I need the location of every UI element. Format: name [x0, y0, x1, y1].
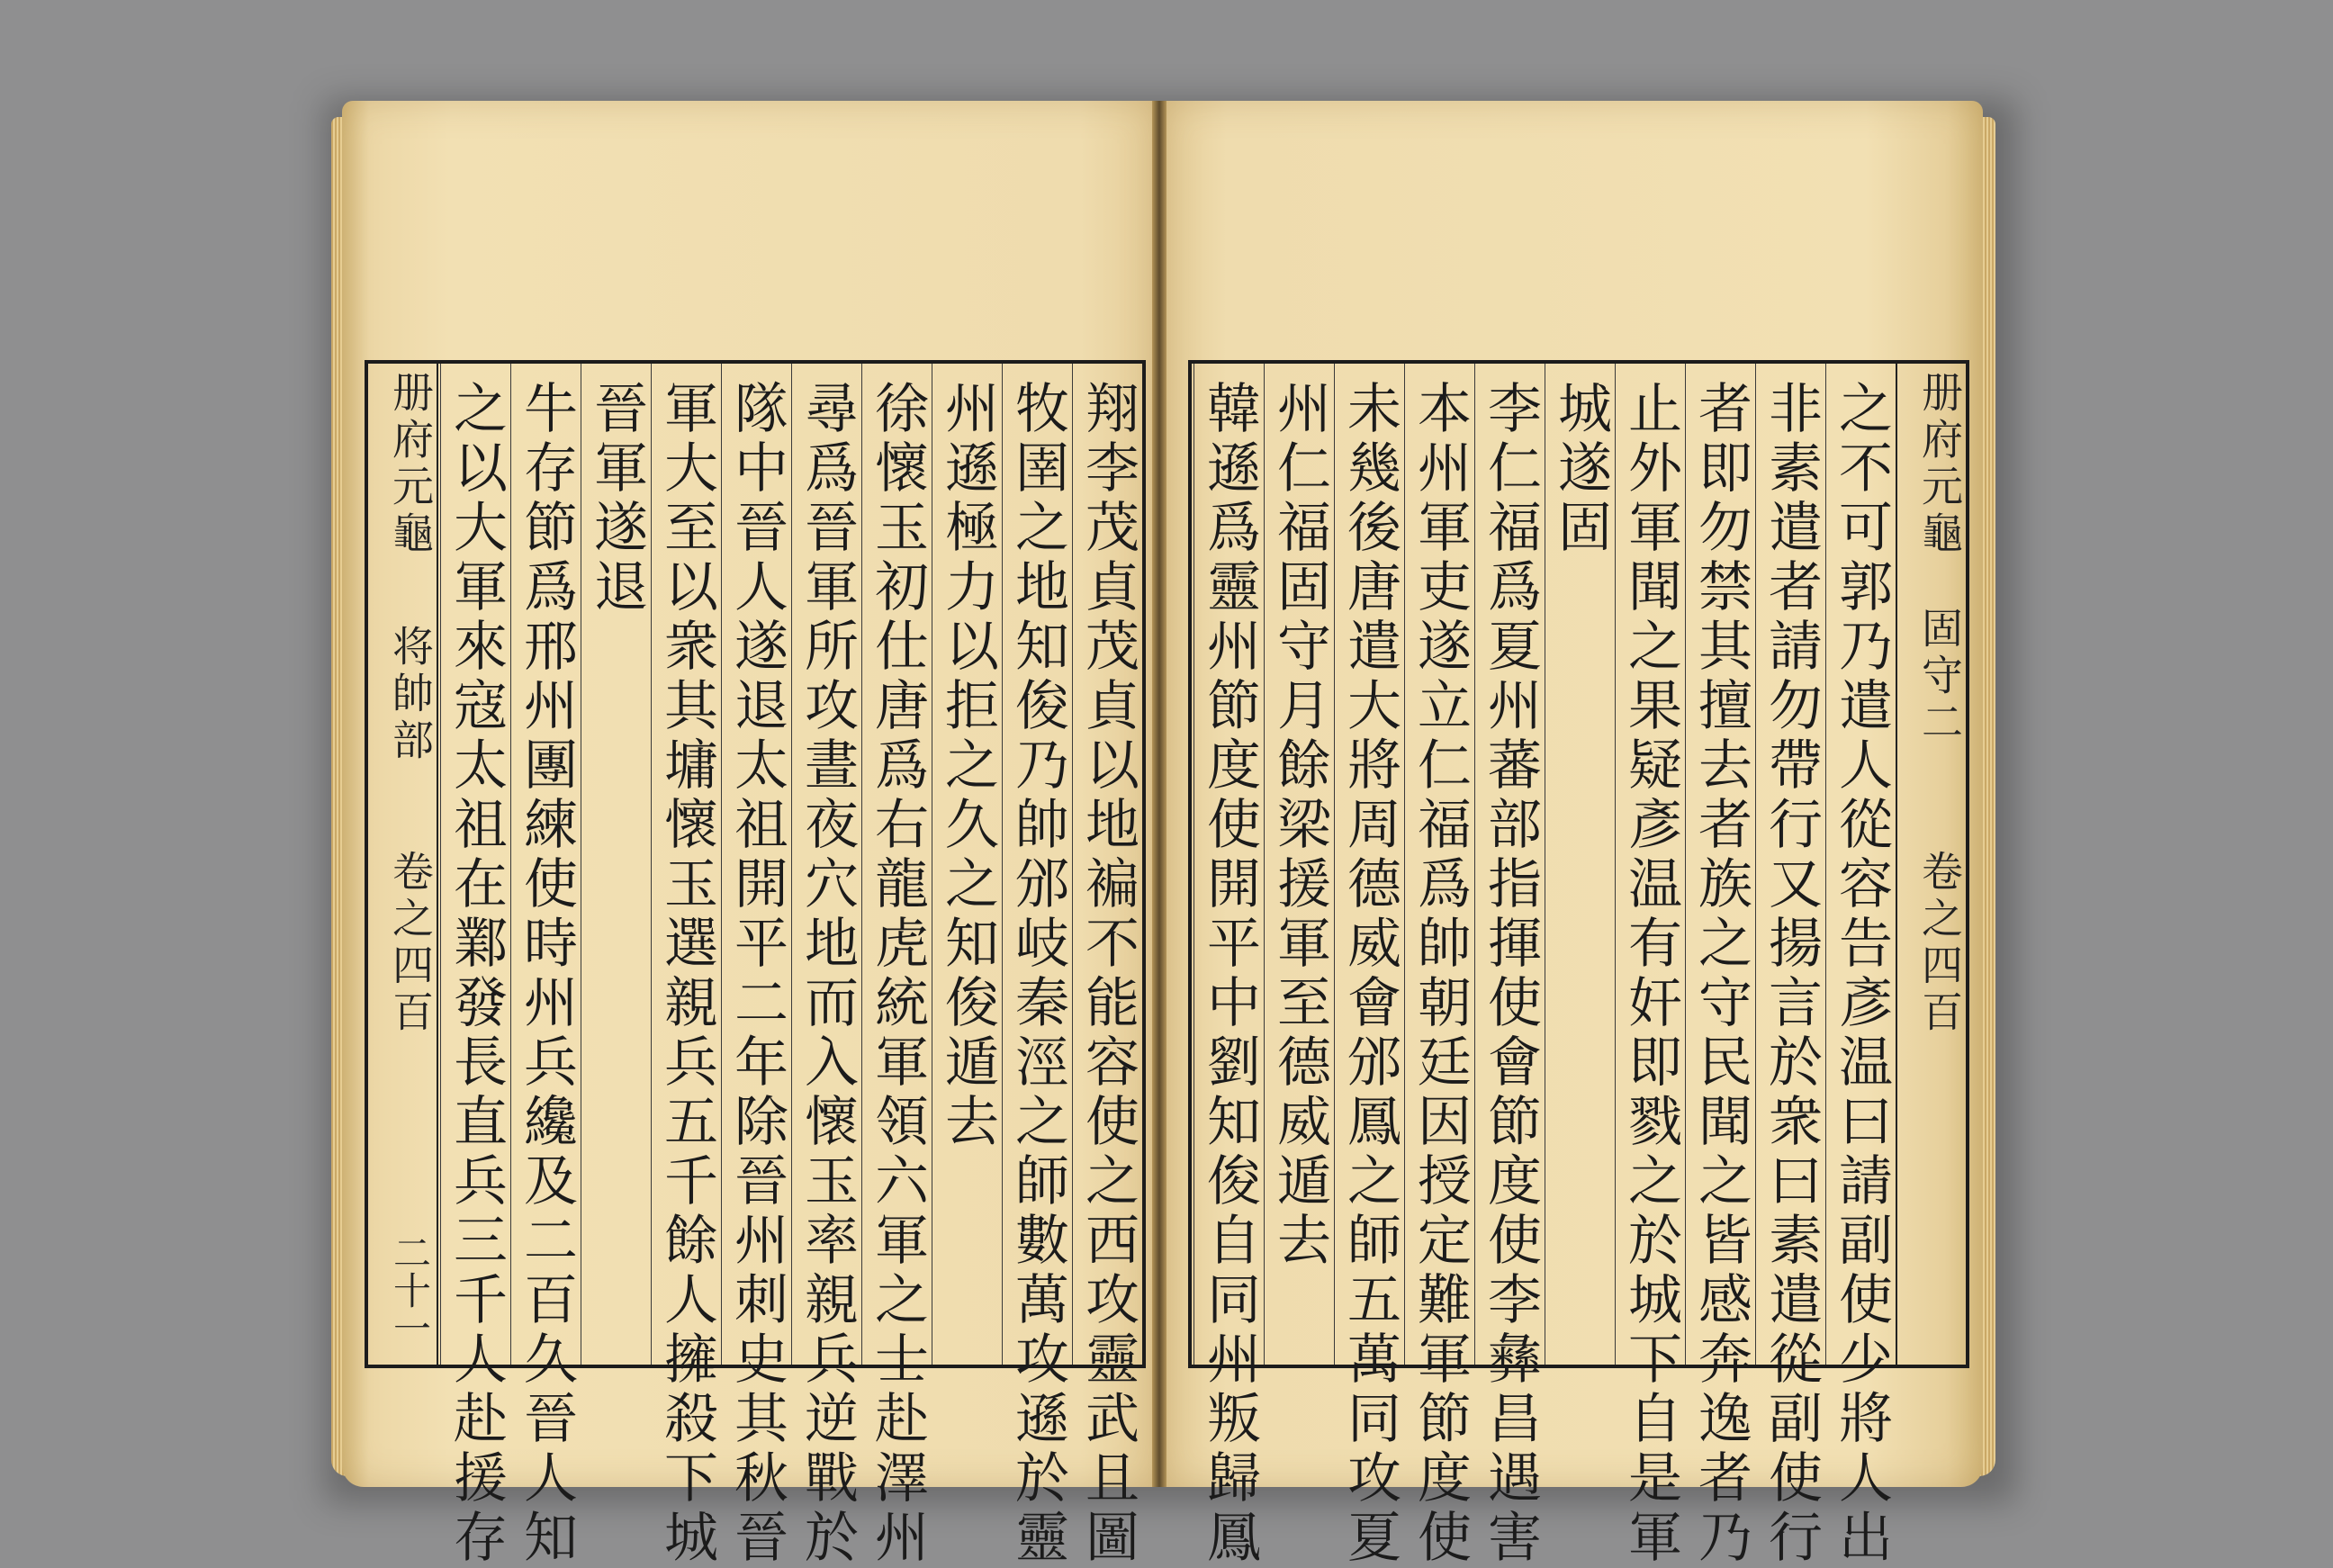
column-text: 非素遣者請勿帶行又揚言於衆曰素遣從副使行: [1760, 380, 1823, 1568]
left-margin-column: [368, 364, 438, 1365]
text-column: [581, 364, 651, 1365]
column-text: 城遂固: [1549, 380, 1612, 558]
column-text: 止外軍聞之果疑彥温有奸即戮之於城下自是軍: [1619, 380, 1682, 1568]
column-text: 之不可郭乃遣人從容告彥温曰請副使少將人出: [1830, 380, 1893, 1568]
column-text: 未幾後唐遣大將周德威會邠鳳之師五萬同攻夏: [1338, 380, 1401, 1568]
column-text: 徐懷玉初仕唐爲右龍虎統軍領六軍之士赴澤州: [866, 380, 929, 1568]
book-gutter: [1152, 101, 1166, 1487]
text-column: [1264, 364, 1334, 1365]
right-text-frame: [1188, 360, 1969, 1568]
right-margin-section: 固守二: [1915, 607, 1964, 747]
text-column: [791, 364, 861, 1568]
column-text: 軍大至以衆其墉懷玉選親兵五千餘人擁殺下城: [655, 380, 718, 1568]
text-column: [932, 364, 1002, 1365]
column-text: 尋爲晉軍所攻晝夜穴地而入懷玉率親兵逆戰於: [796, 380, 859, 1568]
column-text: 之以大軍來寇太祖在鄴發長直兵三千人赴援存: [445, 380, 508, 1568]
text-column: [1334, 364, 1404, 1568]
text-column: [1194, 364, 1264, 1568]
right-margin-title: 册府元龜: [1915, 371, 1964, 558]
text-column: [721, 364, 791, 1568]
left-margin-volume: 卷之四百: [386, 850, 435, 1037]
column-text: 李仁福爲夏州蕃部指揮使會節度使李彝昌遇害: [1479, 380, 1542, 1568]
text-column: [651, 364, 721, 1568]
right-margin-volume: 卷之四百: [1915, 850, 1964, 1037]
column-text: 晉軍遂退: [585, 380, 648, 617]
text-column: [510, 364, 581, 1568]
column-text: 牛存節爲邢州團練使時州兵纔及二百久晉人知: [515, 380, 578, 1568]
text-column: [440, 364, 510, 1568]
text-column: [1755, 364, 1825, 1568]
column-text: 州仁福固守月餘梁援軍至德威遁去: [1268, 380, 1331, 1271]
right-margin-column: [1896, 364, 1966, 1365]
left-margin-title: 册府元龜: [386, 371, 435, 558]
column-text: 本州軍吏遂立仁福爲帥朝廷因授定難軍節度使: [1409, 380, 1472, 1568]
left-text-frame: [365, 360, 1146, 1568]
text-column: [1825, 364, 1896, 1568]
column-text: 翔李茂貞茂貞以地褊不能容使之西攻靈武且圖: [1076, 380, 1139, 1568]
column-text: 州遜極力以拒之久之知俊遁去: [936, 380, 999, 1152]
text-column: [1002, 364, 1072, 1568]
text-column: [861, 364, 932, 1568]
text-column: [1615, 364, 1685, 1568]
text-column: [1474, 364, 1545, 1568]
column-text: 牧圉之地知俊乃帥邠岐秦涇之師數萬攻遜於靈: [1006, 380, 1069, 1568]
column-text: 韓遜爲靈州節度使開平中劉知俊自同州叛歸鳳: [1198, 380, 1261, 1568]
left-margin-section: 将帥部: [386, 625, 435, 765]
text-column: [1072, 364, 1142, 1568]
left-page-folio: 二十一: [388, 1233, 432, 1347]
text-column: [1685, 364, 1755, 1568]
text-column: [1404, 364, 1474, 1568]
text-column: [1545, 364, 1615, 1365]
column-text: 者即勿禁其擅去者族之守民聞之皆感奔逸者乃: [1689, 380, 1752, 1568]
column-text: 隊中晉人遂退太祖開平二年除晉州刺史其秋晉: [725, 380, 788, 1568]
